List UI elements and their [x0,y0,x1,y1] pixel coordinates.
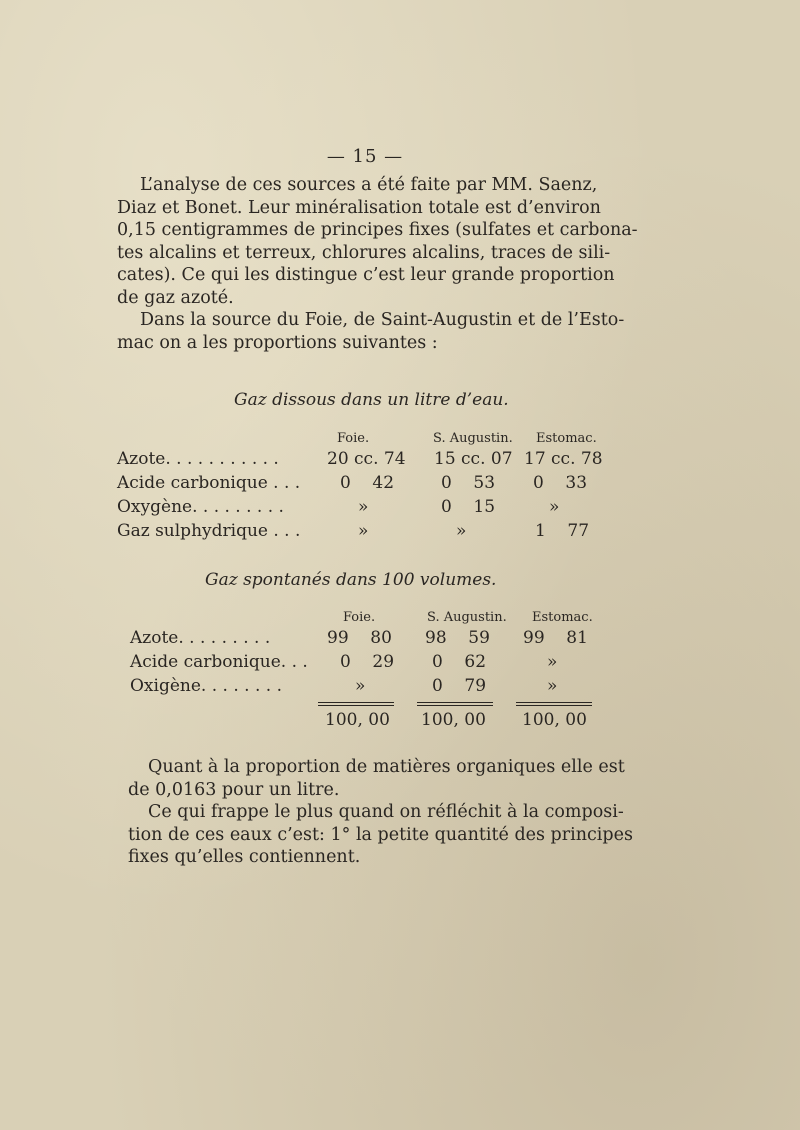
table2-cell: » [355,676,366,696]
table1-cell: 0 33 [533,473,588,493]
table2-row-label: Oxigène. . . . . . . . [130,676,282,696]
table1-cell: » [358,521,369,541]
table2-cell: 0 29 [340,652,395,672]
text-line: Quant à la proportion de matières organiques elle est [148,757,625,777]
table2-cell: » [547,652,558,672]
intro-paragraph [117,174,638,354]
table1-col-foie: Foie. [337,431,370,446]
text-line: de gaz azoté. [117,287,234,308]
table2-cell: » [547,676,558,696]
table1-row-label: Acide carbonique . . . [117,473,301,493]
sum-rule [318,702,394,703]
table1-cell: 17 cc. 78 [524,449,603,469]
sum-rule [318,705,394,706]
table1-cell: 0 53 [441,473,496,493]
text-line: mac on a les proportions suivantes : [117,332,438,353]
table1-cell: » [358,497,369,517]
sum-rule [516,702,592,703]
sum-rule [417,705,493,706]
text-line: Ce qui frappe le plus quand on réfléchit à la composi- [148,802,624,822]
table1-cell: 0 15 [441,497,496,517]
table2-col-foie: Foie. [343,610,376,625]
text-line: L’analyse de ces sources a été faite par MM. Saenz, [140,175,598,195]
table1-col-augustin: S. Augustin. [433,431,513,446]
table2-cell: 98 59 [425,628,490,648]
table1-row-label: Oxygène. . . . . . . . . [117,497,284,517]
text-line: 0,15 centigrammes de principes fixes (sulfates et carbona- [117,220,638,240]
table2-col-augustin: S. Augustin. [427,610,507,625]
text-line: de 0,0163 pour un litre. [128,779,340,800]
table2-total: 100, 00 [325,710,390,730]
table1-cell: 15 cc. 07 [434,449,513,469]
table2-total: 100, 00 [421,710,486,730]
table1-row-label: Gaz sulphydrique . . . [117,521,301,541]
table2-caption: Gaz spontanés dans 100 volumes. [205,570,497,590]
text-line: cates). Ce qui les distingue c’est leur grande proportion [117,265,615,285]
table1-cell: 20 cc. 74 [327,449,406,469]
text-line: tes alcalins et terreux, chlorures alcalins, traces de sili- [117,242,611,263]
table2-row-label: Acide carbonique. . . [130,652,308,672]
table2-row-label: Azote. . . . . . . . . [130,628,271,648]
text-line: fixes qu’elles contiennent. [128,847,361,867]
outro-paragraph [128,756,633,869]
sum-rule [516,705,592,706]
table2-cell: 99 80 [327,628,392,648]
table1-col-estomac: Estomac. [536,431,597,446]
table1-row-label: Azote. . . . . . . . . . . [117,449,279,469]
table1-caption: Gaz dissous dans un litre d’eau. [234,390,509,410]
text-line: Diaz et Bonet. Leur minéralisation totale est d’environ [117,197,601,218]
table1-cell: 1 77 [535,521,590,541]
table1-cell: » [549,497,560,517]
table2-total: 100, 00 [522,710,587,730]
text-line: tion de ces eaux c’est: 1° la petite quantité des principes [128,824,633,845]
table1-cell: 0 42 [340,473,395,493]
table2-col-estomac: Estomac. [532,610,593,625]
text-line: Dans la source du Foie, de Saint-Augustin et de l’Esto- [140,310,625,330]
table2-cell: 99 81 [523,628,588,648]
table2-cell: 0 79 [432,676,487,696]
table1-cell: » [456,521,467,541]
table2-cell: 0 62 [432,652,487,672]
sum-rule [417,702,493,703]
page-number: — 15 — [326,146,404,167]
